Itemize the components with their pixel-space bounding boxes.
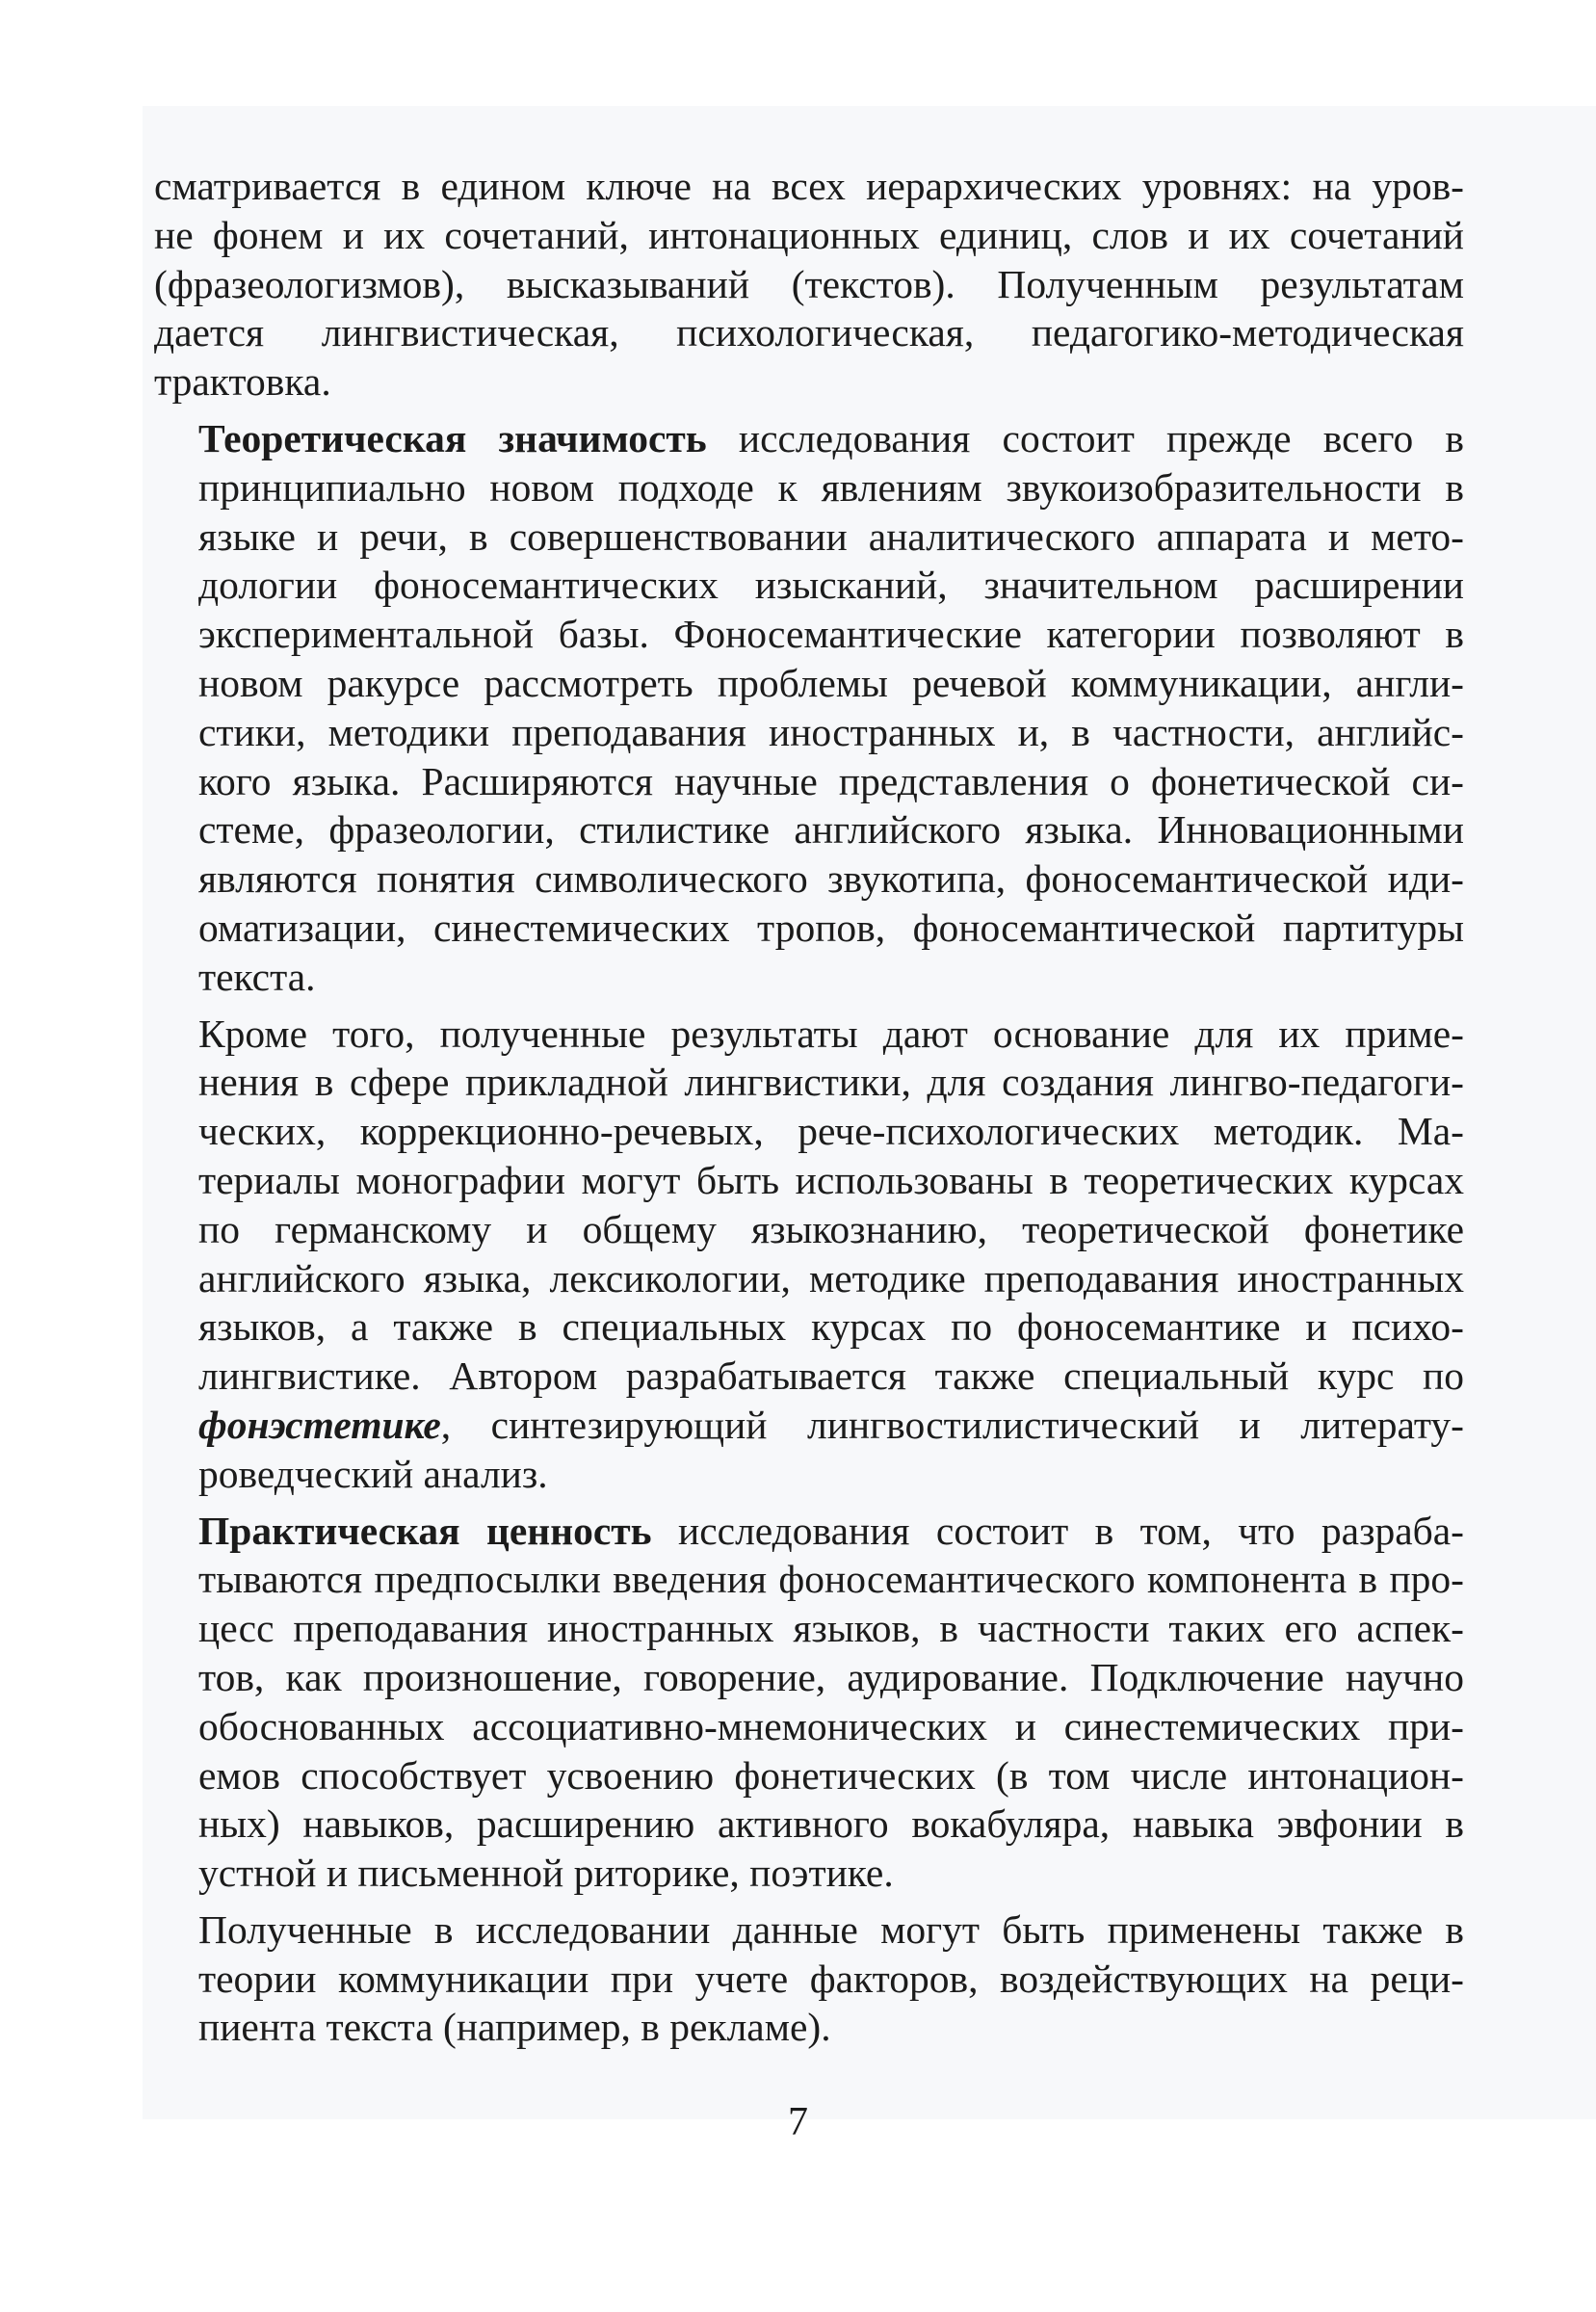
text-run: тов, как произношение, говорение, аудирование. Подключение научно [198, 1654, 1464, 1699]
text-line [154, 805, 1464, 854]
text-line [154, 1302, 1464, 1352]
paragraph-3 [154, 1010, 1464, 1499]
text-run: (фразеологизмов), высказываний (текстов). Полученным результатам [154, 261, 1464, 306]
text-run: языков, а также в специальных курсах по фоносемантике и психо- [198, 1304, 1464, 1350]
text-run: Полученные в исследовании данные могут быть применены также в [198, 1906, 1464, 1952]
text-run: ных) навыков, расширению активного вокабуляра, навыка эвфонии в [198, 1801, 1464, 1847]
text-line [154, 260, 1464, 309]
text-line [154, 512, 1464, 562]
text-line [154, 1156, 1464, 1205]
text-line [154, 1352, 1464, 1401]
text-run: теории коммуникации при учете факторов, воздействующих на реци- [198, 1956, 1464, 2001]
text-line [154, 854, 1464, 904]
paragraph-1 [154, 162, 1464, 407]
text-run: языке и речи, в совершенствовании аналитического аппарата и мето- [198, 513, 1464, 559]
text-run: стики, методики преподавания иностранных и, в частности, английс- [198, 709, 1464, 754]
text-line [154, 1254, 1464, 1303]
text-run: по германскому и общему языкознанию, теоретической фонетике [198, 1206, 1464, 1251]
text-run: трактовка. [154, 359, 331, 405]
text-run: кого языка. Расширяются научные представления о фонетической си- [198, 758, 1464, 803]
text-line [154, 757, 1464, 806]
text-run: исследования состоит прежде всего в [706, 415, 1464, 460]
text-run: экспериментальной базы. Фоносемантические категории позволяют в [198, 612, 1464, 657]
text-line [154, 1010, 1464, 1059]
text-run: нения в сфере прикладной лингвистики, для создания лингво-педагоги- [198, 1060, 1464, 1105]
bold-term: Практическая ценность [198, 1508, 652, 1553]
text-run: роведческий анализ. [198, 1451, 548, 1496]
text-line [154, 1058, 1464, 1107]
text-line [154, 1905, 1464, 1955]
text-line [154, 708, 1464, 757]
text-run: цесс преподавания иностранных языков, в частности таких его аспек- [198, 1606, 1464, 1651]
text-run: исследования состоит в том, что разраба- [651, 1508, 1464, 1553]
text-line [154, 1849, 1464, 1898]
text-run: емов способствует усвоению фонетических (в том числе интонацион- [198, 1752, 1464, 1798]
text-line [154, 1401, 1464, 1450]
text-line [154, 1751, 1464, 1800]
text-run: принципиально новом подходе к явлениям звукоизобразительности в [198, 464, 1464, 510]
paragraph-2 [154, 414, 1464, 1002]
text-line [154, 561, 1464, 610]
text-line [154, 1450, 1464, 1499]
text-run: лингвистике. Автором разрабатывается также специальный курс по [198, 1353, 1464, 1399]
text-line [154, 211, 1464, 260]
text-run: обоснованных ассоциативно-мнемонических и синестемических при- [198, 1703, 1464, 1748]
paragraph-4 [154, 1507, 1464, 1898]
italic-term: фонэстетике [198, 1402, 441, 1447]
text-run: тываются предпосылки введения фоносемантического компонента в про- [198, 1557, 1464, 1602]
text-line [154, 1555, 1464, 1604]
text-line [154, 1800, 1464, 1849]
text-run: являются понятия символического звукотипа, фоносемантической иди- [198, 856, 1464, 902]
text-run: ческих, коррекционно-речевых, рече-психологических методик. Ма- [198, 1109, 1464, 1154]
text-line [154, 1604, 1464, 1653]
body-text [154, 162, 1464, 2060]
bold-term: Теоретическая значимость [198, 415, 707, 460]
text-run: дологии фоносемантических изысканий, значительном расширении [198, 563, 1464, 608]
text-run: английского языка, лексикологии, методике преподавания иностранных [198, 1255, 1464, 1300]
text-line [154, 1507, 1464, 1556]
text-line [154, 162, 1464, 211]
text-run: не фонем и их сочетаний, интонационных единиц, слов и их сочетаний [154, 212, 1464, 257]
text-run: устной и письменной риторике, поэтике. [198, 1851, 894, 1896]
text-line [154, 463, 1464, 512]
text-run: Кроме того, полученные результаты дают основание для их приме- [198, 1011, 1464, 1056]
text-line [154, 414, 1464, 463]
text-line [154, 610, 1464, 659]
text-line [154, 357, 1464, 407]
text-line [154, 659, 1464, 708]
text-run: оматизации, синестемических тропов, фоносемантической партитуры [198, 905, 1464, 950]
page-number: 7 [788, 2100, 808, 2144]
text-line [154, 1702, 1464, 1751]
text-line [154, 1955, 1464, 2004]
text-run: сматривается в едином ключе на всех иерархических уровнях: на уров- [154, 164, 1464, 208]
text-line [154, 953, 1464, 1002]
paragraph-5 [154, 1905, 1464, 2052]
text-line [154, 1205, 1464, 1254]
text-line [154, 308, 1464, 357]
text-run: новом ракурсе рассмотреть проблемы речевой коммуникации, англи- [198, 660, 1464, 705]
text-run: текста. [198, 954, 316, 999]
text-line [154, 2003, 1464, 2052]
text-run: , синтезирующий лингвостилистический и литерату- [440, 1402, 1464, 1447]
text-run: дается лингвистическая, психологическая, педагогико-методическая [154, 310, 1464, 355]
text-run: стеме, фразеологии, стилистике английского языка. Инновационными [198, 807, 1464, 853]
text-line [154, 1653, 1464, 1702]
text-line [154, 1107, 1464, 1156]
text-run: териалы монографии могут быть использованы в теоретических курсах [198, 1157, 1464, 1202]
text-line [154, 904, 1464, 953]
text-run: пиента текста (например, в рекламе). [198, 2005, 831, 2050]
